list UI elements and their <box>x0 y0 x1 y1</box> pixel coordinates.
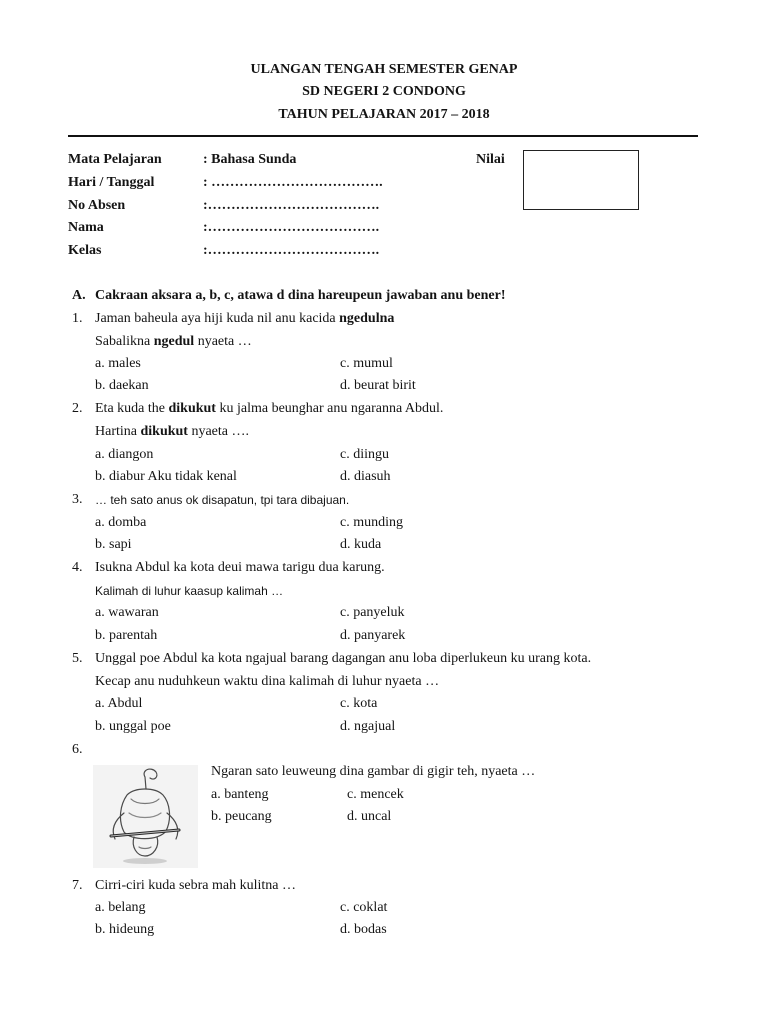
stem-keyword: dikukut <box>168 401 216 416</box>
absen-label: No Absen <box>68 198 126 213</box>
option-c: c. kota <box>340 696 378 711</box>
question-stem: Ngaran sato leuweung dina gambar di gigir teh, nyaeta … <box>211 764 536 779</box>
option-c: c. munding <box>340 515 403 530</box>
question-prompt: Kecap anu nuduhkeun waktu dina kalimah di luhur nyaeta … <box>95 674 440 689</box>
option-d: d. beurat birit <box>340 378 416 393</box>
option-b: b. unggal poe <box>95 719 171 734</box>
option-b: b. parentah <box>95 628 158 643</box>
option-a: a. diangon <box>95 447 154 462</box>
question-stem: Cirri-ciri kuda sebra mah kulitna … <box>95 878 296 893</box>
question-stem: … teh sato anus ok disapatun, tpi tara dibajuan. <box>95 493 350 507</box>
prompt-text: nyaeta … <box>194 334 252 349</box>
bull-sketch-icon <box>93 765 198 868</box>
score-box <box>523 150 639 210</box>
option-b: b. hideung <box>95 922 155 937</box>
date-field: : ………………………………. <box>203 175 383 190</box>
option-c: c. coklat <box>340 900 388 915</box>
subject-label: Mata Pelajaran <box>68 152 162 167</box>
option-a: a. wawaran <box>95 605 159 620</box>
option-a: a. banteng <box>211 787 269 802</box>
name-field: :………………………………. <box>203 220 380 235</box>
question-number: 1. <box>72 311 83 326</box>
stem-text: Jaman baheula aya hiji kuda nil anu kacida <box>95 311 340 326</box>
stem-text: ku jalma beunghar anu ngaranna Abdul. <box>215 401 444 416</box>
question-stem: Unggal poe Abdul ka kota ngajual barang dagangan anu loba diperlukeun ku urang kota. <box>95 651 592 666</box>
stem-text: Eta kuda the <box>95 401 169 416</box>
option-c: c. diingu <box>340 447 389 462</box>
header-divider <box>68 135 698 137</box>
question-number: 5. <box>72 651 83 666</box>
question-number: 7. <box>72 878 83 893</box>
option-c: c. mumul <box>340 356 393 371</box>
subject-value: : Bahasa Sunda <box>203 152 297 167</box>
prompt-text: nyaeta …. <box>187 424 249 439</box>
option-a: a. domba <box>95 515 147 530</box>
question-prompt <box>95 424 249 440</box>
option-b: b. diabur Aku tidak kenal <box>95 469 237 484</box>
question-stem <box>95 311 394 327</box>
section-marker: A. <box>72 288 86 303</box>
option-d: d. uncal <box>347 809 392 824</box>
question-stem: Isukna Abdul ka kota deui mawa tarigu dua karung. <box>95 560 385 575</box>
question-number: 2. <box>72 401 83 416</box>
question-number: 6. <box>72 742 83 757</box>
stem-keyword: ngedulna <box>339 311 395 326</box>
option-a: a. belang <box>95 900 146 915</box>
prompt-keyword: dikukut <box>140 424 188 439</box>
option-d: d. diasuh <box>340 469 391 484</box>
option-b: b. daekan <box>95 378 149 393</box>
option-a: a. Abdul <box>95 696 143 711</box>
prompt-text: Sabalikna <box>95 334 154 349</box>
school-name: SD NEGERI 2 CONDONG <box>302 84 466 99</box>
score-label: Nilai <box>476 152 505 167</box>
option-d: d. ngajual <box>340 719 396 734</box>
class-label: Kelas <box>68 243 102 258</box>
option-d: d. bodas <box>340 922 387 937</box>
exam-title: ULANGAN TENGAH SEMESTER GENAP <box>250 62 518 77</box>
question-number: 4. <box>72 560 83 575</box>
prompt-text: Hartina <box>95 424 141 439</box>
option-b: b. sapi <box>95 537 132 552</box>
class-field: :………………………………. <box>203 243 380 258</box>
option-c: c. mencek <box>347 787 404 802</box>
option-b: b. peucang <box>211 809 272 824</box>
question-number: 3. <box>72 492 83 507</box>
option-d: d. panyarek <box>340 628 406 643</box>
option-c: c. panyeluk <box>340 605 405 620</box>
absen-field: :………………………………. <box>203 198 380 213</box>
date-label: Hari / Tanggal <box>68 175 155 190</box>
option-d: d. kuda <box>340 537 382 552</box>
section-instruction: Cakraan aksara a, b, c, atawa d dina hareupeun jawaban anu bener! <box>95 288 506 303</box>
school-year: TAHUN PELAJARAN 2017 – 2018 <box>278 107 490 122</box>
question-stem <box>95 401 443 417</box>
option-a: a. males <box>95 356 141 371</box>
name-label: Nama <box>68 220 104 235</box>
prompt-keyword: ngedul <box>153 334 195 349</box>
question-prompt <box>95 334 252 350</box>
banteng-illustration <box>93 765 198 868</box>
question-prompt: Kalimah di luhur kaasup kalimah … <box>95 584 284 598</box>
